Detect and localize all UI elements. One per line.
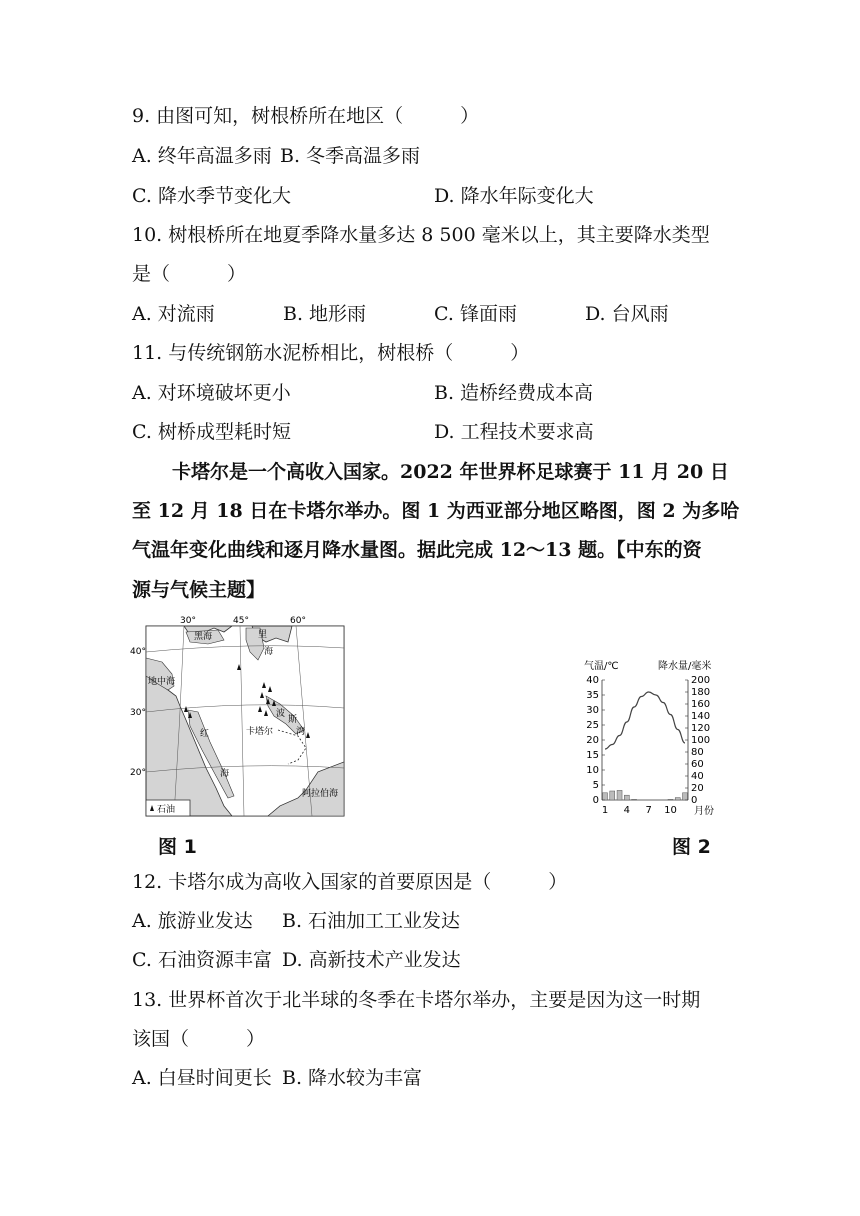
label-caspian-a: 里 bbox=[258, 630, 268, 640]
q11-option-b: B. 造桥经费成本高 bbox=[434, 382, 594, 404]
q9-option-b: B. 冬季高温多雨 bbox=[280, 145, 421, 167]
q10-option-b: B. 地形雨 bbox=[283, 303, 367, 325]
right-tick-label: 140 bbox=[691, 711, 711, 722]
precip-bar bbox=[668, 799, 673, 800]
q10-stem-line2: 是（ ） bbox=[132, 263, 247, 285]
x-tick-label: 7 bbox=[645, 805, 652, 816]
label-gulf-3: 湾 bbox=[296, 727, 306, 737]
label-mediterranean: 地中海 bbox=[148, 677, 176, 687]
q10-option-d: D. 台风雨 bbox=[585, 303, 669, 325]
precip-bar bbox=[603, 793, 608, 800]
right-tick-label: 80 bbox=[691, 747, 704, 758]
q11-option-a: A. 对环境破坏更小 bbox=[132, 382, 291, 404]
q13-option-b: B. 降水较为丰富 bbox=[282, 1067, 423, 1089]
q12-option-b: B. 石油加工工业发达 bbox=[282, 910, 461, 932]
label-red-1: 红 bbox=[200, 729, 210, 739]
right-tick-label: 40 bbox=[691, 771, 704, 782]
left-tick-label: 10 bbox=[586, 765, 599, 776]
q13-option-a: A. 白昼时间更长 bbox=[132, 1067, 272, 1089]
q9-option-a: A. 终年高温多雨 bbox=[132, 145, 272, 167]
temperature-line bbox=[605, 692, 685, 749]
figure1-caption: 图 1 bbox=[158, 836, 197, 858]
precip-bar bbox=[683, 793, 688, 800]
q10-option-c: C. 锋面雨 bbox=[434, 303, 517, 325]
figure2-climate-chart bbox=[584, 656, 728, 816]
precip-bar bbox=[632, 799, 637, 800]
right-tick-label: 180 bbox=[691, 687, 711, 698]
q10-option-a: A. 对流雨 bbox=[132, 303, 215, 325]
left-tick-label: 20 bbox=[586, 735, 599, 746]
label-black-sea: 黑海 bbox=[194, 632, 213, 642]
x-tick-label: 1 bbox=[601, 805, 609, 816]
q9-stem: 9. 由图可知，树根桥所在地区（ ） bbox=[132, 105, 480, 127]
passage-line2: 至 12 月 18 日在卡塔尔举办。图 1 为西亚部分地区略图，图 2 为多哈 bbox=[132, 500, 740, 522]
passage-line1: 卡塔尔是一个高收入国家。2022 年世界杯足球赛于 11 月 20 日 bbox=[172, 461, 729, 483]
right-tick-label: 200 bbox=[691, 675, 711, 686]
figure2-caption: 图 2 bbox=[672, 836, 711, 858]
left-tick-label: 5 bbox=[592, 780, 599, 791]
right-tick-label: 60 bbox=[691, 759, 704, 770]
right-tick-label: 120 bbox=[691, 723, 711, 734]
precip-bar bbox=[610, 791, 615, 800]
x-tick-label: 10 bbox=[664, 805, 677, 816]
x-axis-unit: 月份 bbox=[694, 806, 714, 816]
q13-stem-line1: 13. 世界杯首次于北半球的冬季在卡塔尔举办，主要是因为这一时期 bbox=[132, 989, 701, 1011]
q10-stem-line1: 10. 树根桥所在地夏季降水量多达 8 500 毫米以上，其主要降水类型 bbox=[132, 224, 710, 246]
right-axis-title: 降水量/毫米 bbox=[658, 661, 712, 672]
precip-bar bbox=[617, 790, 622, 800]
precip-bar bbox=[675, 798, 680, 800]
q12-option-a: A. 旅游业发达 bbox=[132, 910, 253, 932]
label-gulf-2: 斯 bbox=[288, 715, 298, 725]
q12-option-d: D. 高新技术产业发达 bbox=[282, 949, 461, 971]
figure1-map bbox=[128, 612, 350, 822]
q12-stem: 12. 卡塔尔成为高收入国家的首要原因是（ ） bbox=[132, 871, 568, 893]
label-red-2: 海 bbox=[220, 769, 230, 779]
left-axis-title: 气温/℃ bbox=[584, 661, 619, 672]
label-qatar: 卡塔尔 bbox=[246, 727, 274, 737]
q9-option-d: D. 降水年际变化大 bbox=[434, 185, 594, 207]
right-tick-label: 100 bbox=[691, 735, 711, 746]
x-tick-label: 4 bbox=[623, 805, 631, 816]
q13-stem-line2: 该国（ ） bbox=[132, 1028, 266, 1050]
label-gulf-1: 波 bbox=[276, 709, 286, 719]
left-tick-label: 15 bbox=[586, 750, 599, 761]
right-tick-label: 160 bbox=[691, 699, 711, 710]
label-caspian-b: 海 bbox=[264, 647, 274, 657]
left-tick-label: 0 bbox=[592, 795, 599, 806]
lon-label-45: 45° bbox=[233, 616, 249, 626]
q11-option-d: D. 工程技术要求高 bbox=[434, 421, 594, 443]
lon-label-30: 30° bbox=[180, 616, 196, 626]
passage-line3: 气温年变化曲线和逐月降水量图。据此完成 12～13 题。【中东的资 bbox=[132, 539, 702, 561]
lat-label-30: 30° bbox=[130, 708, 146, 718]
precip-bar bbox=[624, 795, 629, 800]
left-tick-label: 25 bbox=[586, 720, 599, 731]
label-arabian-sea: 阿拉伯海 bbox=[302, 789, 339, 799]
left-tick-label: 30 bbox=[586, 705, 599, 716]
right-tick-label: 0 bbox=[691, 795, 698, 806]
q9-option-c: C. 降水季节变化大 bbox=[132, 185, 291, 207]
lat-label-20: 20° bbox=[130, 768, 146, 778]
q11-option-c: C. 树桥成型耗时短 bbox=[132, 421, 291, 443]
left-tick-label: 35 bbox=[586, 690, 599, 701]
passage-line4: 源与气候主题】 bbox=[132, 579, 266, 601]
q12-option-c: C. 石油资源丰富 bbox=[132, 949, 272, 971]
lat-label-40: 40° bbox=[130, 647, 146, 657]
legend-oil-label: 石油 bbox=[157, 805, 176, 815]
q11-stem: 11. 与传统钢筋水泥桥相比，树根桥（ ） bbox=[132, 342, 530, 364]
left-tick-label: 40 bbox=[586, 675, 599, 686]
lon-label-60: 60° bbox=[290, 616, 306, 626]
right-tick-label: 20 bbox=[691, 783, 704, 794]
